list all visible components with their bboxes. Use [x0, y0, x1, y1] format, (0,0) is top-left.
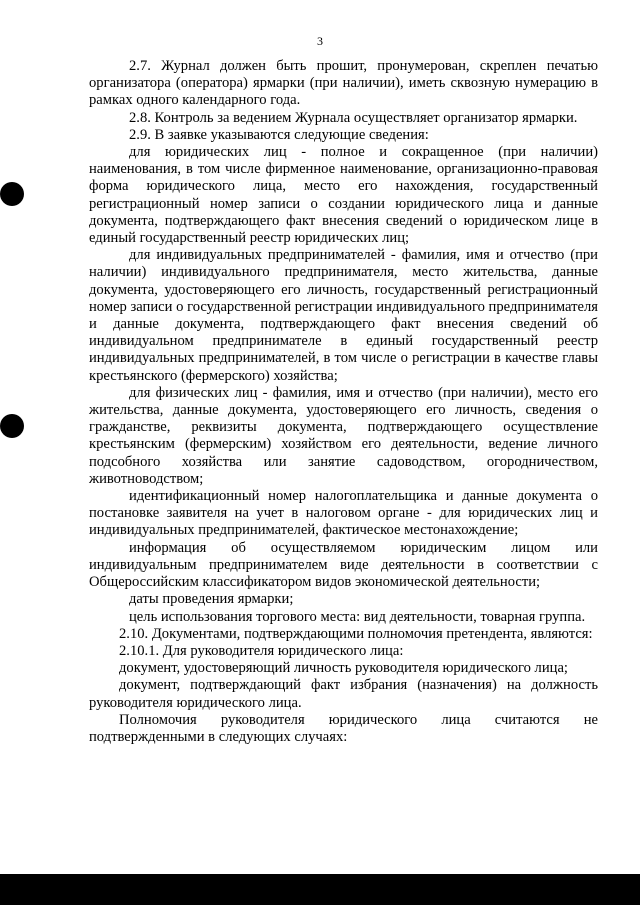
paragraph-2-10: 2.10. Документами, подтверждающими полномочия претендента, являются:	[119, 625, 593, 642]
paragraph-2-7: 2.7. Журнал должен быть прошит, пронумерован, скреплен печатью организатора (оператора) ярмарки (при наличии), иметь сквозную нумерацию в рамках одного календарного года.	[89, 58, 598, 109]
paragraph-tax-id: идентификационный номер налогоплательщика и данные документа о постановке заявителя на учет в налоговом органе - для юридических лиц и индивидуальных предпринимателей, фактическое местонахождение;	[89, 488, 598, 539]
paragraph-trade-place-purpose: цель использования торгового места: вид деятельности, товарная группа.	[129, 608, 586, 625]
punch-hole-bottom	[0, 414, 24, 438]
paragraph-individual-entrepreneurs: для индивидуальных предпринимателей - фамилия, имя и отчество (при наличии) индивидуального предпринимателя, место жительства, данные документа, удостоверяющего его личность, государственный регистрационный номер записи о государственной регистрации индивидуального предпринимателя и данные документа, подтверждающего факт внесения сведений об индивидуальном предпринимателе в единый государственный реестр индивидуальных предпринимателей, в том числе о регистрации в качестве главы крестьянского (фермерского) хозяйства;	[89, 247, 598, 384]
paragraph-2-9: 2.9. В заявке указываются следующие сведения:	[129, 126, 429, 143]
paragraph-activity-info: информация об осуществляемом юридическим лицом или индивидуальным предпринимателем виде деятельности в соответствии с Общероссийским классификатором видов экономической деятельности;	[89, 539, 598, 591]
page-number: 3	[317, 34, 323, 48]
paragraph-fair-dates: даты проведения ярмарки;	[129, 591, 294, 608]
paragraph-2-8: 2.8. Контроль за ведением Журнала осуществляет организатор ярмарки.	[129, 109, 578, 126]
paragraph-2-10-1: 2.10.1. Для руководителя юридического лица:	[119, 642, 404, 659]
scan-bottom-edge	[0, 874, 640, 905]
paragraph-individuals: для физических лиц - фамилия, имя и отчество (при наличии), место его жительства, данные документа, удостоверяющего его личность, сведения о гражданстве, реквизиты документа, подтверждающего осуществление крестьянским (фермерским) хозяйством его деятельности, ведение личного подсобного хозяйства или занятие садоводством, огородничеством, животноводством;	[89, 384, 598, 487]
document-body	[89, 58, 598, 746]
paragraph-authority-not-confirmed: Полномочия руководителя юридического лица считаются не подтвержденными в следующих случаях:	[89, 711, 598, 745]
paragraph-legal-entities: для юридических лиц - полное и сокращенное (при наличии) наименования, в том числе фирменное наименование, организационно-правовая форма юридического лица, место его нахождения, государственный регистрационный номер записи о создании юридического лица и данные документа, подтверждающего факт внесения сведений о юридическом лице в единый государственный реестр юридических лиц;	[89, 144, 598, 247]
paragraph-identity-doc: документ, удостоверяющий личность руководителя юридического лица;	[119, 660, 568, 677]
paragraph-appointment-doc: документ, подтверждающий факт избрания (назначения) на должность руководителя юридического лица.	[89, 677, 598, 711]
punch-hole-top	[0, 182, 24, 206]
